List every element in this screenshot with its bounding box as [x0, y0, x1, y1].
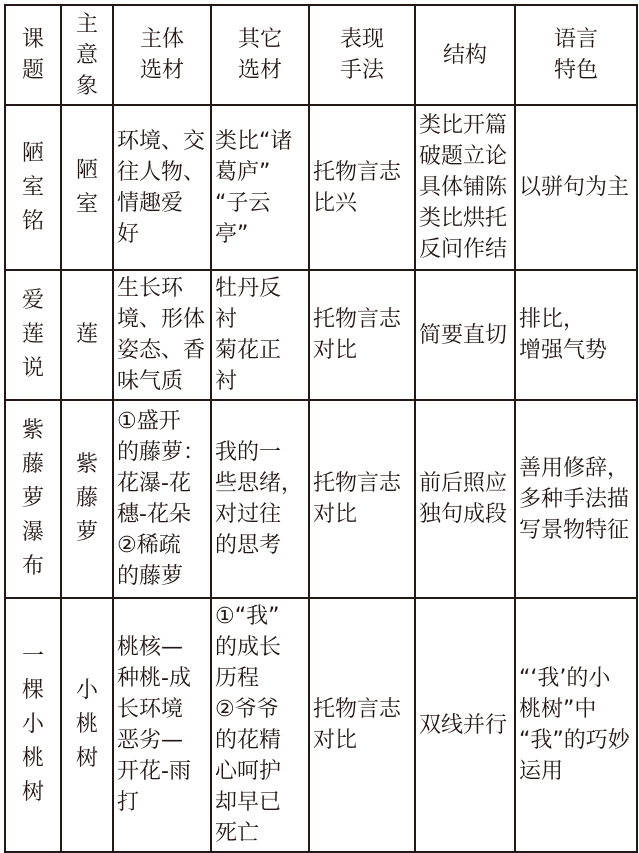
- header-language: 语言 特色: [515, 5, 637, 105]
- cell-structure: 简要直切: [415, 270, 515, 400]
- header-main-material: 主体 选材: [113, 5, 211, 105]
- cell-main-material: 环境、交 往人物、 情趣爱 好: [113, 105, 211, 270]
- comparison-table: [4, 4, 638, 853]
- cell-title: 紫 藤 萝 瀑 布: [5, 400, 61, 598]
- header-row: [5, 5, 637, 105]
- table-body: [5, 105, 637, 852]
- cell-language: 以骈句为主: [515, 105, 637, 270]
- cell-structure: 前后照应 独句成段: [415, 400, 515, 598]
- cell-structure: 双线并行: [415, 598, 515, 852]
- header-other-material: 其它 选材: [211, 5, 309, 105]
- cell-technique: 托物言志 对比: [309, 270, 415, 400]
- table-row: [5, 270, 637, 400]
- header-image: 主 意 象: [61, 5, 113, 105]
- cell-language: “‘我’的小 桃树”中 “我”的巧妙 运用: [515, 598, 637, 852]
- cell-image: 小 桃 树: [61, 598, 113, 852]
- cell-other-material: ①“我” 的成长 历程 ②爷爷 的花精 心呵护 却早已 死亡: [211, 598, 309, 852]
- cell-title: 爱 莲 说: [5, 270, 61, 400]
- cell-main-material: 桃核— 种桃-成 长环境 恶劣— 开花-雨 打: [113, 598, 211, 852]
- comparison-table-container: [4, 4, 638, 853]
- cell-title: 一 棵 小 桃 树: [5, 598, 61, 852]
- cell-language: 善用修辞， 多种手法描 写景物特征: [515, 400, 637, 598]
- cell-other-material: 牡丹反 衬 菊花正 衬: [211, 270, 309, 400]
- table-row: [5, 105, 637, 270]
- cell-language: 排比， 增强气势: [515, 270, 637, 400]
- header-title: 课 题: [5, 5, 61, 105]
- cell-title: 陋 室 铭: [5, 105, 61, 270]
- header-structure: 结构: [415, 5, 515, 105]
- cell-main-material: ①盛开 的藤萝： 花瀑-花 穗-花朵 ②稀疏 的藤萝: [113, 400, 211, 598]
- cell-main-material: 生长环 境、形体 姿态、香 味气质: [113, 270, 211, 400]
- cell-other-material: 我的一 些思绪， 对过往 的思考: [211, 400, 309, 598]
- cell-technique: 托物言志 对比: [309, 598, 415, 852]
- table-row: [5, 598, 637, 852]
- header-technique: 表现 手法: [309, 5, 415, 105]
- cell-technique: 托物言志 对比: [309, 400, 415, 598]
- cell-image: 莲: [61, 270, 113, 400]
- cell-image: 陋 室: [61, 105, 113, 270]
- cell-structure: 类比开篇 破题立论 具体铺陈 类比烘托 反问作结: [415, 105, 515, 270]
- cell-technique: 托物言志 比兴: [309, 105, 415, 270]
- cell-other-material: 类比“诸 葛庐” “子云 亭”: [211, 105, 309, 270]
- table-row: [5, 400, 637, 598]
- cell-image: 紫 藤 萝: [61, 400, 113, 598]
